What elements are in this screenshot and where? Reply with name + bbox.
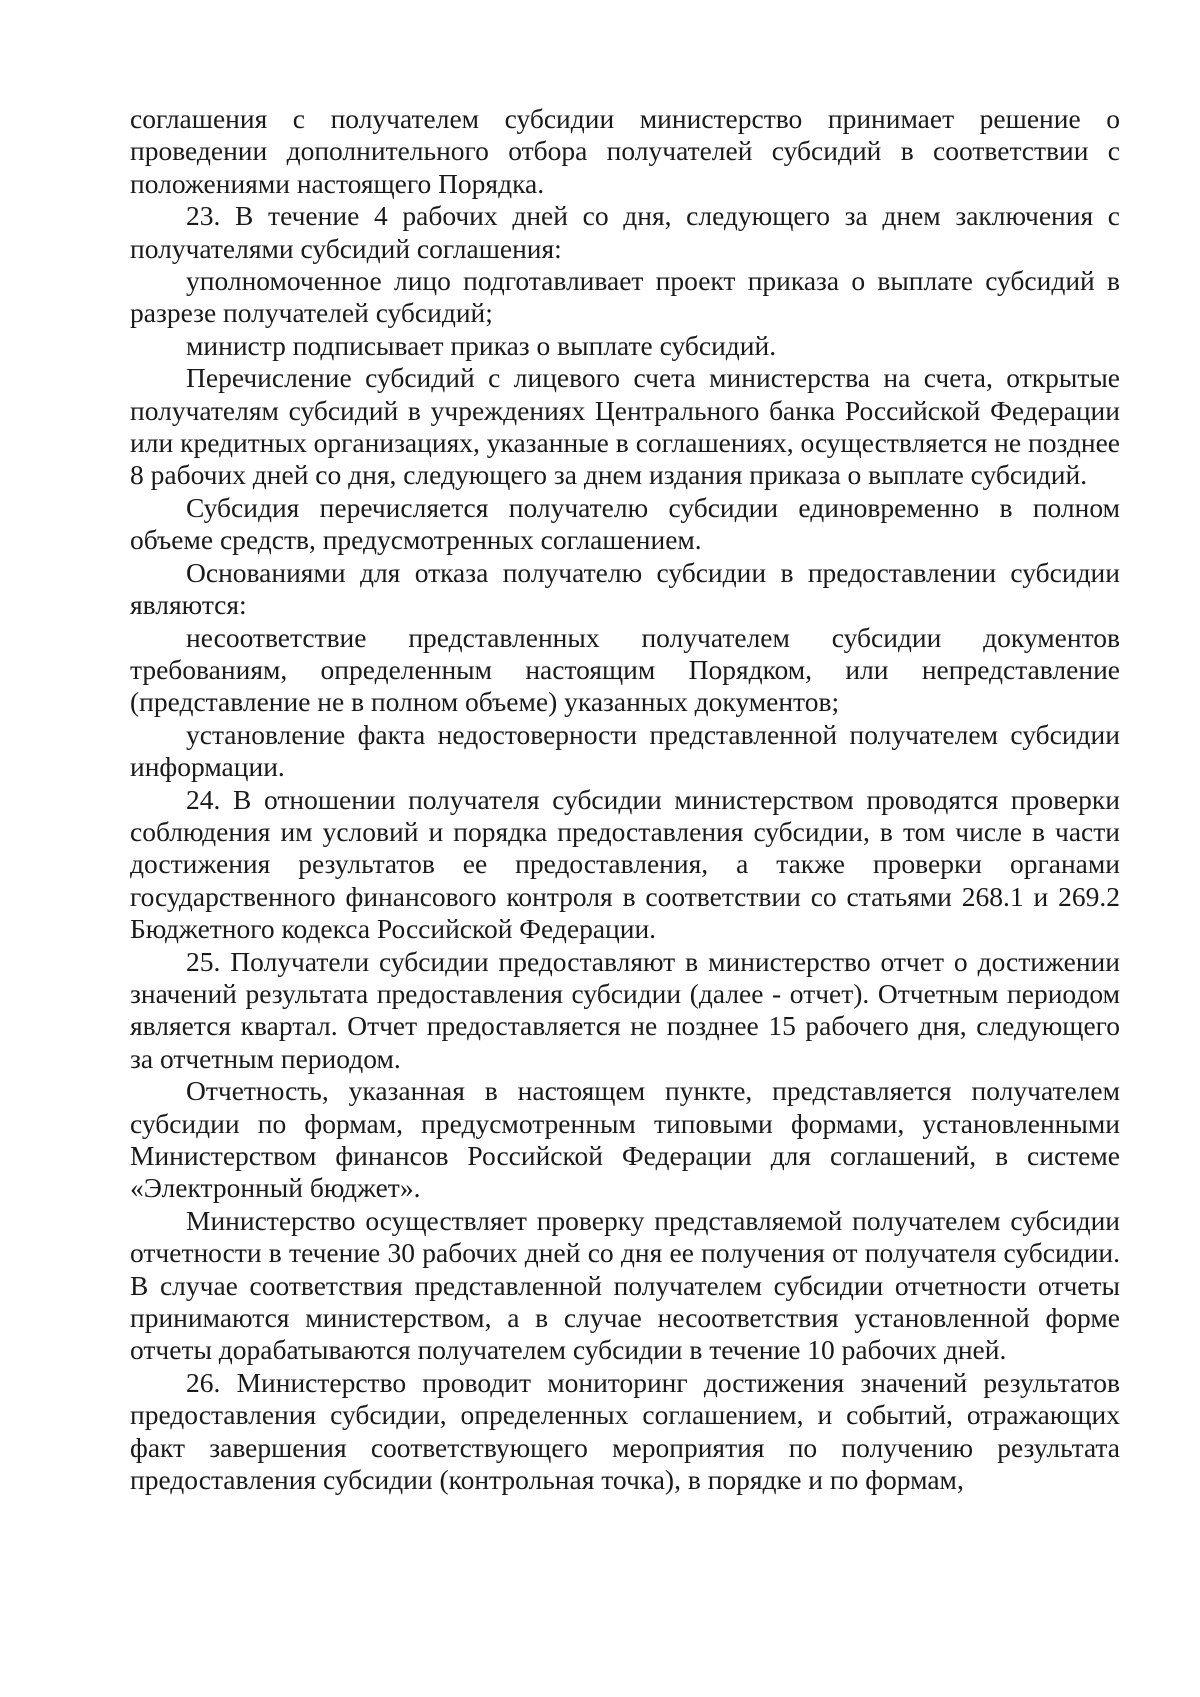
paragraph-item-26: 26. Министерство проводит мониторинг достижения значений результатов предоставления субсидии, определенных соглашением, и событий, отражающих факт завершения соответствующего мероприятия по получению результата предоставления субсидии (контрольная точка), в порядке и по формам, — [130, 1366, 1120, 1496]
paragraph-report-check: Министерство осуществляет проверку представляемой получателем субсидии отчетности в течение 30 рабочих дней со дня ее получения от получателя субсидии. В случае соответствия представленной получателем субсидии отчетности отчеты принимаются министерством, а в случае несоответствия установленной форме отчеты дорабатываются получателем субсидии в течение 10 рабочих дней. — [130, 1204, 1120, 1366]
paragraph-false-information: установление факта недостоверности представленной получателем субсидии информации. — [130, 718, 1120, 783]
paragraph-refusal-grounds: Основаниями для отказа получателю субсидии в предоставлении субсидии являются: — [130, 556, 1120, 621]
paragraph-continuation: соглашения с получателем субсидии министерство принимает решение о проведении дополнительного отбора получателей субсидий в соответствии с положениями настоящего Порядка. — [130, 103, 1120, 199]
paragraph-item-24: 24. В отношении получателя субсидии министерством проводятся проверки соблюдения им условий и порядка предоставления субсидии, в том числе в части достижения результатов ее предоставления, а также проверки органами государственного финансового контроля в соответствии со статьями 268.1 и 269.2 Бюджетного кодекса Российской Федерации. — [130, 783, 1120, 945]
paragraph-lump-sum: Субсидия перечисляется получателю субсидии единовременно в полном объеме средств, предусмотренных соглашением. — [130, 491, 1120, 556]
paragraph-noncompliance: несоответствие представленных получателем субсидии документов требованиям, определенным настоящим Порядком, или непредставление (представление не в полном объеме) указанных документов; — [130, 621, 1120, 718]
paragraph-item-25: 25. Получатели субсидии предоставляют в министерство отчет о достижении значений результата предоставления субсидии (далее - отчет). Отчетным периодом является квартал. Отчет предоставляется не позднее 15 рабочего дня, следующего за отчетным периодом. — [130, 945, 1120, 1074]
paragraph-transfer-of-subsidies: Перечисление субсидий с лицевого счета министерства на счета, открытые получателям субсидий в учреждениях Центрального банка Российской Федерации или кредитных организациях, указанные в соглашениях, осуществляется не позднее 8 рабочих дней со дня, следующего за днем издания приказа о выплате субсидий. — [130, 362, 1120, 491]
document-page — [130, 103, 1120, 1496]
paragraph-authorized-person: уполномоченное лицо подготавливает проект приказа о выплате субсидий в разрезе получателей субсидий; — [130, 265, 1120, 329]
paragraph-minister-signs: министр подписывает приказ о выплате субсидий. — [186, 329, 777, 361]
paragraph-item-23: 23. В течение 4 рабочих дней со дня, следующего за днем заключения с получателями субсидий соглашения: — [130, 200, 1120, 264]
paragraph-reporting-forms: Отчетность, указанная в настоящем пункте, представляется получателем субсидии по формам, предусмотренным типовыми формами, установленными Министерством финансов Российской Федерации для соглашений, в системе «Электронный бюджет». — [130, 1075, 1120, 1204]
